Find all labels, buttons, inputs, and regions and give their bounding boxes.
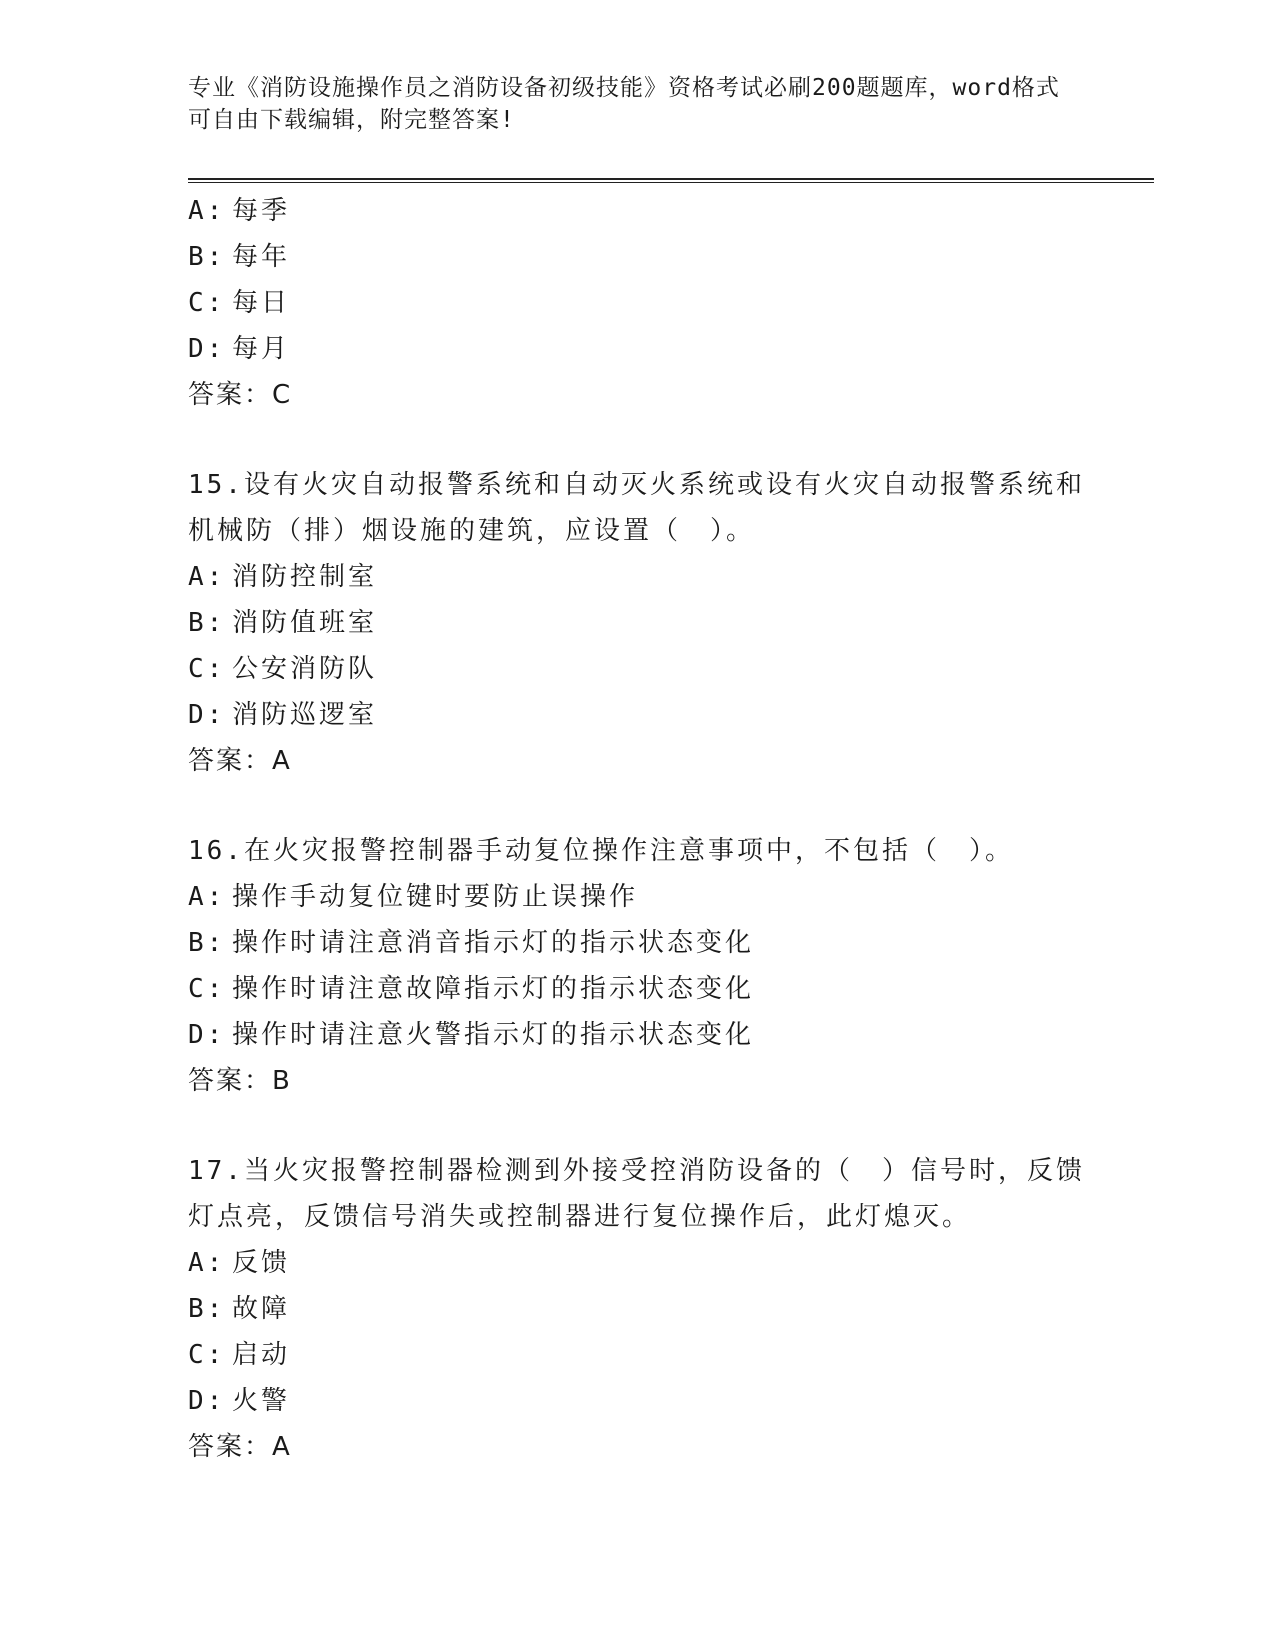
option-letter: D: <box>188 1020 226 1050</box>
answer-line: 答案：B <box>188 1066 292 1096</box>
spacer <box>188 784 1088 828</box>
question-text: 16.在火灾报警控制器手动复位操作注意事项中，不包括（ ）。 <box>188 836 1014 866</box>
option-letter: B: <box>188 242 226 272</box>
answer-line: 答案：A <box>188 746 292 776</box>
option-c <box>188 646 1088 692</box>
option-text: 每日 <box>232 288 291 318</box>
option-d <box>188 326 1088 372</box>
option-a <box>188 1240 1088 1286</box>
option-letter: D: <box>188 334 226 364</box>
answer-line: 答案：C <box>188 380 293 410</box>
option-text: 消防巡逻室 <box>232 700 378 730</box>
option-text: 操作时请注意火警指示灯的指示状态变化 <box>232 1020 755 1050</box>
option-a <box>188 188 1088 234</box>
option-letter: A: <box>188 562 226 592</box>
option-letter: B: <box>188 928 226 958</box>
option-b <box>188 600 1088 646</box>
question-block-15 <box>188 462 1088 784</box>
option-letter: B: <box>188 608 226 638</box>
option-text: 消防控制室 <box>232 562 378 592</box>
option-d <box>188 1378 1088 1424</box>
option-c <box>188 280 1088 326</box>
option-letter: C: <box>188 1340 226 1370</box>
option-b <box>188 234 1088 280</box>
option-letter: C: <box>188 288 226 318</box>
option-b <box>188 920 1088 966</box>
option-letter: A: <box>188 882 226 912</box>
option-text: 操作手动复位键时要防止误操作 <box>232 882 639 912</box>
option-b <box>188 1286 1088 1332</box>
option-d <box>188 1012 1088 1058</box>
option-letter: C: <box>188 654 226 684</box>
question-text: 15.设有火灾自动报警系统和自动灭火系统或设有火灾自动报警系统和机械防（排）烟设施的建筑，应设置（ ）。 <box>188 470 1085 546</box>
question-block-16 <box>188 828 1088 1104</box>
answer-line: 答案：A <box>188 1432 292 1462</box>
option-letter: A: <box>188 1248 226 1278</box>
option-text: 反馈 <box>232 1248 291 1278</box>
option-letter: D: <box>188 1386 226 1416</box>
option-text: 操作时请注意故障指示灯的指示状态变化 <box>232 974 755 1004</box>
option-text: 启动 <box>232 1340 291 1370</box>
option-letter: C: <box>188 974 226 1004</box>
option-text: 公安消防队 <box>232 654 378 684</box>
option-letter: D: <box>188 700 226 730</box>
option-letter: A: <box>188 196 226 226</box>
option-text: 火警 <box>232 1386 291 1416</box>
spacer <box>188 1104 1088 1148</box>
question-content <box>188 188 1088 1470</box>
header-divider <box>188 178 1154 183</box>
question-block-17 <box>188 1148 1088 1470</box>
document-header: 专业《消防设施操作员之消防设备初级技能》资格考试必刷200题题库，word格式可自由下载编辑，附完整答案! <box>188 75 1060 133</box>
option-text: 每月 <box>232 334 291 364</box>
partial-question-block <box>188 188 1088 418</box>
option-text: 故障 <box>232 1294 291 1324</box>
spacer <box>188 418 1088 462</box>
option-d <box>188 692 1088 738</box>
option-a <box>188 874 1088 920</box>
option-text: 每年 <box>232 242 291 272</box>
option-c <box>188 1332 1088 1378</box>
option-text: 消防值班室 <box>232 608 378 638</box>
option-a <box>188 554 1088 600</box>
question-text: 17.当火灾报警控制器检测到外接受控消防设备的（ ）信号时，反馈灯点亮，反馈信号消失或控制器进行复位操作后，此灯熄灭。 <box>188 1156 1085 1232</box>
option-text: 每季 <box>232 196 291 226</box>
option-letter: B: <box>188 1294 226 1324</box>
option-c <box>188 966 1088 1012</box>
option-text: 操作时请注意消音指示灯的指示状态变化 <box>232 928 755 958</box>
